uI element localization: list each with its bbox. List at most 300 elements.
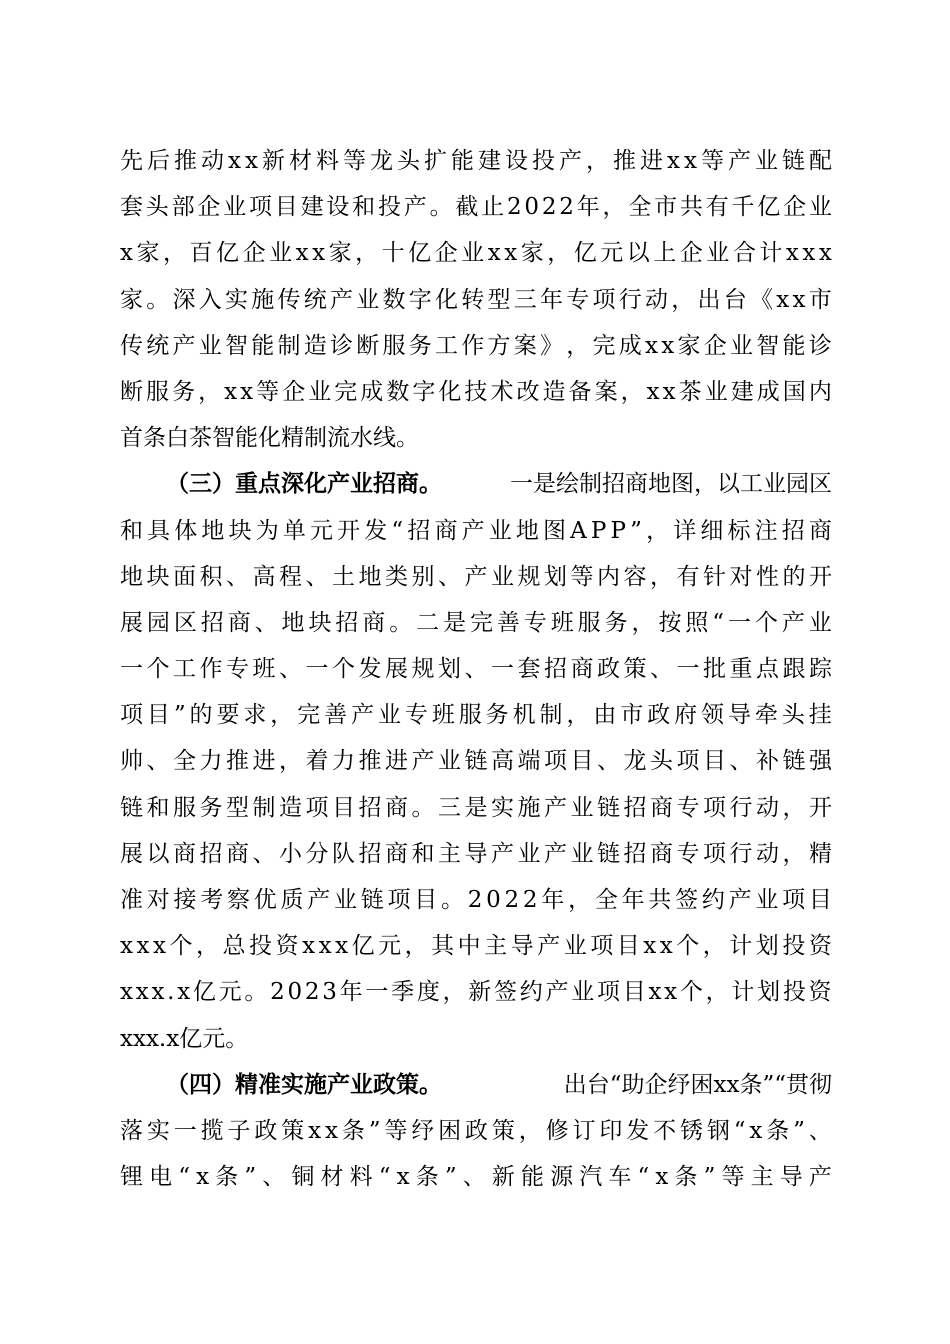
text-char: 其 xyxy=(431,933,455,960)
text-char: 百 xyxy=(189,240,213,267)
text-char: 和 xyxy=(352,194,376,221)
text-char: 链 xyxy=(464,748,488,775)
text-char: 一 xyxy=(491,656,514,683)
text-char: 、 xyxy=(226,563,249,590)
text-char: 和 xyxy=(120,517,143,544)
text-char: 内 xyxy=(597,563,620,590)
text-char: ， xyxy=(404,933,428,960)
text-char: 签 xyxy=(675,887,699,913)
text-char: 条 xyxy=(215,1164,239,1191)
text-char: x xyxy=(120,933,133,960)
text-char: 2 xyxy=(270,979,285,1006)
text-char: ， xyxy=(702,933,726,960)
text-char: 重 xyxy=(729,656,753,683)
text-char: 2 xyxy=(541,194,557,221)
text-char: 二 xyxy=(416,609,440,636)
text-char: 统 xyxy=(146,332,170,359)
text-char: 锂 xyxy=(120,1164,143,1191)
text-char: 套 xyxy=(517,656,541,683)
text-char: 2 xyxy=(467,887,483,913)
text-line xyxy=(120,877,832,923)
text-char: 料 xyxy=(315,148,339,174)
text-char: 、 xyxy=(254,609,278,636)
text-char: 以 xyxy=(626,240,650,267)
text-char: 招 xyxy=(407,517,431,544)
text-char: 产 xyxy=(545,979,569,1006)
text-char: 要 xyxy=(216,702,240,729)
document-body xyxy=(120,138,832,1200)
text-char: 实 xyxy=(491,794,514,821)
text-char: 一 xyxy=(173,1117,197,1144)
text-char: 地 xyxy=(358,563,382,590)
text-char: 茶 xyxy=(678,378,702,405)
text-char: 业 xyxy=(808,194,832,221)
text-char: 传 xyxy=(120,332,143,359)
text-char: ， xyxy=(568,887,592,913)
text-char: x xyxy=(776,286,790,313)
text-char: 一 xyxy=(120,656,143,683)
text-char: 2 xyxy=(506,194,522,221)
text-char: 设 xyxy=(504,148,528,174)
text-char: 是 xyxy=(464,794,488,821)
text-char: 务 xyxy=(172,378,196,405)
text-char: 龙 xyxy=(369,148,393,174)
text-char: 铜 xyxy=(291,1164,315,1191)
text-char: 地 xyxy=(515,517,539,544)
text-char: 业 xyxy=(517,840,541,867)
text-line xyxy=(120,785,832,831)
text-char: 施 xyxy=(517,794,541,821)
text-char: ， xyxy=(163,240,187,267)
text-char: 业 xyxy=(808,609,832,636)
text-char: 投 xyxy=(782,979,806,1006)
text-char: ” xyxy=(703,1164,716,1191)
text-char: 投 xyxy=(531,148,555,174)
text-char: 。 xyxy=(429,194,453,221)
text-segment: xxx.x亿元。 xyxy=(120,1025,249,1052)
text-char: 市 xyxy=(808,286,832,313)
text-char: ， xyxy=(196,933,220,960)
text-char: 传 xyxy=(277,286,301,313)
text-char: 产 xyxy=(464,563,488,590)
text-char: 完 xyxy=(297,702,321,729)
text-char: 上 xyxy=(653,240,677,267)
text-char: 链 xyxy=(781,148,805,174)
text-char: 目 xyxy=(808,887,832,913)
text-char: 项 xyxy=(387,887,411,913)
text-char: 作 xyxy=(461,332,485,359)
text-char: 产 xyxy=(307,887,331,913)
text-char: 展 xyxy=(120,609,143,636)
text-char: 市 xyxy=(654,194,678,221)
text-char: 共 xyxy=(648,887,672,913)
text-char: 目 xyxy=(414,887,438,913)
text-char: 商 xyxy=(434,517,458,544)
text-char: 家 xyxy=(677,332,701,359)
text-char: 产 xyxy=(330,286,353,313)
text-char: 着 xyxy=(305,748,329,775)
text-char: 锈 xyxy=(679,1117,703,1144)
text-char: ， xyxy=(518,1117,542,1144)
text-char: 工 xyxy=(173,656,196,683)
text-char: 专 xyxy=(523,609,547,636)
text-char: 产 xyxy=(781,609,805,636)
text-char: 政 xyxy=(464,1117,488,1144)
text-char: 产 xyxy=(558,148,582,174)
text-char: ， xyxy=(566,702,590,729)
text-char: 产 xyxy=(491,840,514,867)
text-char: 商 xyxy=(226,840,249,867)
text-char: 能 xyxy=(521,1164,545,1191)
text-char: 推 xyxy=(174,148,197,174)
text-char: 修 xyxy=(545,1117,569,1144)
text-char: 商 xyxy=(227,609,251,636)
text-char: 专 xyxy=(676,794,700,821)
text-char: 一 xyxy=(365,979,389,1006)
text-char: 块 xyxy=(308,609,332,636)
text-char: 针 xyxy=(703,563,726,590)
text-char: 季 xyxy=(391,979,415,1006)
text-char: 部 xyxy=(171,194,195,221)
text-char: 招 xyxy=(358,840,382,867)
text-line xyxy=(120,1154,832,1200)
text-char: 项 xyxy=(120,702,143,729)
text-char: 止 xyxy=(481,194,505,221)
text-char: 能 xyxy=(782,332,806,359)
text-char: 进 xyxy=(639,148,663,174)
text-char: 专 xyxy=(404,702,428,729)
text-char: 成 xyxy=(360,378,384,405)
text-char: 块 xyxy=(228,517,252,544)
text-char: x xyxy=(802,240,816,267)
text-char: x xyxy=(318,933,332,960)
text-char: 产 xyxy=(544,840,567,867)
text-char: 的 xyxy=(782,563,806,590)
text-char: 市 xyxy=(620,702,644,729)
text-char: 力 xyxy=(199,748,223,775)
text-char: 业 xyxy=(198,332,222,359)
text-char: x xyxy=(153,933,166,960)
text-char: 年 xyxy=(541,887,565,913)
text-char: 招 xyxy=(200,609,224,636)
text-char: 务 xyxy=(604,609,628,636)
text-char: 等 xyxy=(700,148,724,174)
text-char: 造 xyxy=(542,378,566,405)
text-char: 分 xyxy=(305,840,329,867)
text-char: 字 xyxy=(408,286,432,313)
text-segment: 出台“助企纾困xx条”“贯彻 xyxy=(563,1071,832,1098)
text-char: 个 xyxy=(754,609,778,636)
text-char: 诊 xyxy=(330,332,353,359)
text-char: 政 xyxy=(597,656,620,683)
text-char: x xyxy=(312,240,326,267)
text-char: 目 xyxy=(332,794,355,821)
text-char: 约 xyxy=(519,979,543,1006)
text-char: 三 xyxy=(513,286,537,313)
text-char: ” xyxy=(244,1164,257,1191)
text-char: x xyxy=(659,933,673,960)
text-char: 计 xyxy=(759,240,783,267)
text-char: 接 xyxy=(173,887,197,913)
text-char: 企 xyxy=(679,240,703,267)
text-line xyxy=(120,600,832,646)
text-char: 亿 xyxy=(351,933,375,960)
text-char: 能 xyxy=(251,332,275,359)
text-char: 链 xyxy=(120,794,143,821)
text-line xyxy=(120,554,832,600)
text-char: 合 xyxy=(732,240,756,267)
text-char: 项 xyxy=(596,979,620,1006)
text-char: 招 xyxy=(623,794,647,821)
text-char: 订 xyxy=(572,1117,596,1144)
text-char: 业 xyxy=(461,240,485,267)
text-char: 度 xyxy=(416,979,440,1006)
text-char: 揽 xyxy=(200,1117,224,1144)
text-char: 划 xyxy=(544,563,567,590)
text-char: 元 xyxy=(600,240,624,267)
text-char: 内 xyxy=(808,378,832,405)
section-heading: （四）精准实施产业政策。 xyxy=(166,1070,442,1098)
text-char: 造 xyxy=(279,794,302,821)
text-char: 转 xyxy=(461,286,485,313)
text-char: 服 xyxy=(173,794,196,821)
text-char: x xyxy=(228,148,241,174)
text-char: 领 xyxy=(701,702,725,729)
text-char: 元 xyxy=(218,979,242,1006)
text-char: 资 xyxy=(275,933,299,960)
text-char: 国 xyxy=(782,378,806,405)
text-char: 招 xyxy=(544,656,567,683)
text-char: 困 xyxy=(438,1117,462,1144)
text-char: 数 xyxy=(382,286,406,313)
text-char: 推 xyxy=(226,748,249,775)
text-char: 项 xyxy=(703,794,726,821)
text-char: 案 xyxy=(513,332,537,359)
text-char: 中 xyxy=(457,933,481,960)
text-char: 动 xyxy=(645,286,668,313)
text-char: 规 xyxy=(411,656,435,683)
text-char: 业 xyxy=(491,563,514,590)
text-char: ， xyxy=(270,702,294,729)
text-char: 业 xyxy=(571,979,595,1006)
text-char: x xyxy=(662,378,676,405)
text-char: 汽 xyxy=(579,1164,603,1191)
text-char: 注 xyxy=(754,517,778,544)
text-char: 发 xyxy=(626,1117,650,1144)
text-char: 型 xyxy=(487,286,511,313)
text-char: 对 xyxy=(729,563,753,590)
text-char: 《 xyxy=(750,286,773,313)
text-char: 产 xyxy=(411,748,435,775)
text-segment: 首条白茶智能化精制流水线。 xyxy=(120,425,419,452)
text-char: ， xyxy=(585,148,609,174)
text-char: 新 xyxy=(468,979,492,1006)
text-char: 元 xyxy=(378,933,402,960)
text-char: 队 xyxy=(332,840,355,867)
text-char: x xyxy=(295,240,309,267)
text-char: 、 xyxy=(279,656,302,683)
text-char: x xyxy=(666,148,680,174)
text-char: 套 xyxy=(120,194,143,221)
text-char: 完 xyxy=(334,378,358,405)
text-char: 十 xyxy=(381,240,405,267)
text-char: 化 xyxy=(438,378,462,405)
text-char: 年 xyxy=(576,194,600,221)
text-char: 条 xyxy=(341,1117,365,1144)
text-char: 。 xyxy=(411,794,435,821)
text-char: 家 xyxy=(328,240,352,267)
text-char: 专 xyxy=(566,286,590,313)
text-char: 导 xyxy=(510,933,534,960)
text-segment: 一是绘制招商地图，以工业园区 xyxy=(510,471,832,498)
text-char: 业 xyxy=(334,887,357,913)
text-char: 标 xyxy=(727,517,751,544)
text-char: ， xyxy=(547,240,571,267)
text-char: 性 xyxy=(756,563,779,590)
text-char: 亿 xyxy=(192,979,216,1006)
text-char: 设 xyxy=(326,194,350,221)
text-char: 完 xyxy=(469,609,493,636)
text-line xyxy=(120,692,832,738)
text-char: 业 xyxy=(704,378,728,405)
text-char: 准 xyxy=(120,887,143,913)
text-char: 项 xyxy=(590,933,614,960)
text-char: ， xyxy=(355,240,379,267)
text-char: 2 xyxy=(522,887,538,913)
text-char: 、 xyxy=(305,563,329,590)
text-char: 建 xyxy=(730,378,754,405)
text-char: 建 xyxy=(477,148,501,174)
text-char: 能 xyxy=(450,148,474,174)
text-char: 一 xyxy=(727,609,751,636)
text-char: 。 xyxy=(389,609,413,636)
text-char: 展 xyxy=(385,656,408,683)
text-char: 展 xyxy=(120,840,143,867)
text-char: 积 xyxy=(199,563,223,590)
text-char: x xyxy=(151,979,165,1006)
text-char: 别 xyxy=(411,563,435,590)
text-char: 招 xyxy=(623,840,647,867)
text-char: 对 xyxy=(146,887,170,913)
text-char: 个 xyxy=(146,656,170,683)
text-char: 源 xyxy=(550,1164,574,1191)
text-char: 具 xyxy=(147,517,171,544)
text-char: 项 xyxy=(248,194,272,221)
text-char: 小 xyxy=(279,840,302,867)
text-char: 招 xyxy=(781,517,805,544)
text-char: 制 xyxy=(539,702,563,729)
text-char: 深 xyxy=(172,286,196,313)
text-char: 、 xyxy=(438,563,461,590)
text-char: 帅 xyxy=(120,748,143,775)
text-char: 产 xyxy=(727,148,751,174)
text-char: 导 xyxy=(464,840,488,867)
text-char: 力 xyxy=(332,748,355,775)
text-char: 图 xyxy=(543,517,567,544)
text-char: 智 xyxy=(756,332,780,359)
text-char: 亿 xyxy=(757,194,781,221)
text-char: 业 xyxy=(488,517,512,544)
text-char: 》 xyxy=(540,332,563,359)
text-char: 资 xyxy=(808,933,832,960)
text-line xyxy=(120,323,832,369)
text-char: 链 xyxy=(360,887,384,913)
text-line xyxy=(120,461,832,507)
text-char: 挂 xyxy=(808,702,832,729)
text-char: 诊 xyxy=(808,332,832,359)
text-char: x xyxy=(120,979,133,1006)
text-char: 新 xyxy=(491,1164,515,1191)
text-char: 政 xyxy=(254,1117,278,1144)
text-char: 产 xyxy=(403,194,427,221)
text-char: 发 xyxy=(358,656,382,683)
text-char: 考 xyxy=(200,887,224,913)
text-line xyxy=(120,277,832,323)
text-char: 年 xyxy=(540,286,563,313)
text-char: ， xyxy=(602,194,626,221)
text-char: 业 xyxy=(706,240,730,267)
text-char: . xyxy=(167,979,175,1006)
text-char: 材 xyxy=(320,1164,344,1191)
text-char: x xyxy=(240,378,254,405)
text-char: 企 xyxy=(197,194,221,221)
text-line xyxy=(120,1108,832,1154)
text-char: 求 xyxy=(243,702,267,729)
text-char: x xyxy=(244,148,258,174)
text-char: 项 xyxy=(676,748,700,775)
text-char: ” xyxy=(444,1164,457,1191)
text-char: 政 xyxy=(647,702,671,729)
text-char: 条 xyxy=(415,1164,439,1191)
text-char: 、 xyxy=(252,840,276,867)
text-char: 业 xyxy=(308,378,332,405)
text-line xyxy=(120,508,832,554)
text-line xyxy=(120,738,832,784)
text-char: “ xyxy=(378,1164,391,1191)
text-char: ， xyxy=(620,378,644,405)
text-char: 质 xyxy=(280,887,304,913)
text-char: “ xyxy=(733,1117,746,1144)
text-char: 钢 xyxy=(706,1117,730,1144)
text-char: 进 xyxy=(252,748,276,775)
text-char: 产 xyxy=(808,1164,832,1191)
text-char: 计 xyxy=(729,933,753,960)
text-char: 是 xyxy=(443,609,467,636)
text-char: 容 xyxy=(623,563,647,590)
text-char: 产 xyxy=(537,933,561,960)
text-char: 出 xyxy=(697,286,721,313)
text-char: 等 xyxy=(384,1117,408,1144)
text-char: 动 xyxy=(201,148,224,174)
text-char: 元 xyxy=(309,517,333,544)
text-char: 商 xyxy=(173,840,196,867)
text-char: 、 xyxy=(464,656,488,683)
text-char: 地 xyxy=(120,563,143,590)
text-char: x xyxy=(308,1117,322,1144)
text-char: 字 xyxy=(412,378,436,405)
text-char: 班 xyxy=(431,702,455,729)
text-char: 企 xyxy=(783,194,807,221)
text-char: 链 xyxy=(597,840,620,867)
text-char: 龙 xyxy=(623,748,647,775)
text-char: 签 xyxy=(494,979,518,1006)
text-char: 项 xyxy=(782,887,806,913)
text-char: 开 xyxy=(809,794,832,821)
text-char: 头 xyxy=(781,702,805,729)
text-line xyxy=(120,1062,832,1108)
text-char: x xyxy=(661,332,675,359)
text-char: 全 xyxy=(594,887,618,913)
